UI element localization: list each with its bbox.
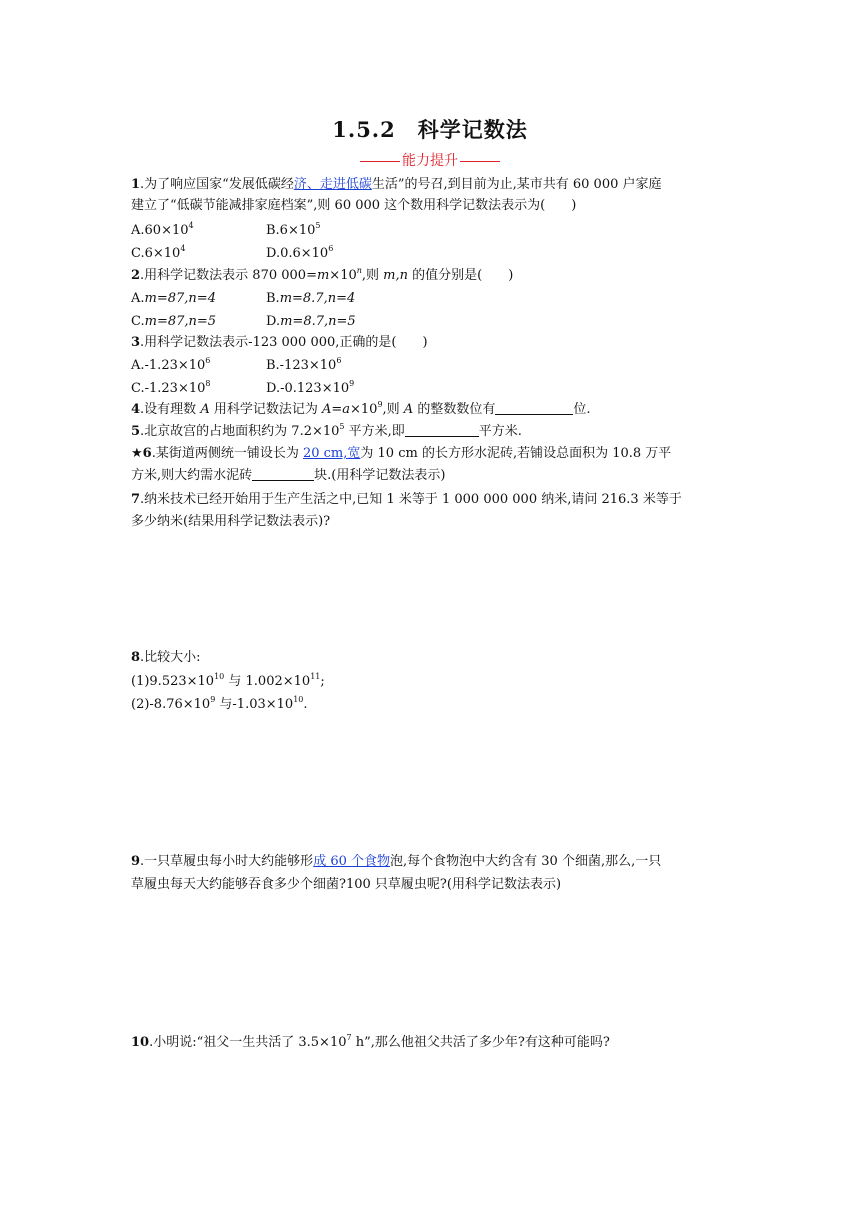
option-a[interactable]: $A.-1.23\times 10^6$ xyxy=(131,356,211,373)
subtitle-text: 能力提升 xyxy=(402,153,458,169)
question-number: 1 xyxy=(131,177,141,192)
question-number: 8 xyxy=(131,650,141,665)
question-7: 7.纳米技术已经开始用于生产生活之中,已知 1 米等于 1 000 000 000 纳米,请问 216.3 米等于 xyxy=(131,492,682,507)
question-7-line-2: 多少纳米(结果用科学记数法表示)? xyxy=(131,514,331,529)
question-number: 10 xyxy=(131,1035,150,1050)
option-d[interactable]: $D.0.6\times 10^6$ xyxy=(266,244,334,261)
question-8: 8.比较大小: xyxy=(131,650,201,665)
question-6: ★6.某街道两侧统一铺设长为 20 cm,宽为 10 cm 的长方形水泥砖,若铺设总面积为 10.8 万平 xyxy=(131,446,672,461)
question-number: 4 xyxy=(131,402,141,417)
section-subtitle xyxy=(0,150,860,170)
option-a[interactable]: $A.60\times 10^4$ xyxy=(131,221,194,238)
option-b[interactable]: $B.6\times 10^5$ xyxy=(266,221,321,238)
question-9-line-2: 草履虫每天大约能够吞食多少个细菌?100 只草履虫呢?(用科学记数法表示) xyxy=(131,877,562,892)
question-number: 5 xyxy=(131,424,141,439)
page-title: 1.5.2 科学记数法 xyxy=(332,117,528,142)
question-number: 7 xyxy=(131,492,141,507)
star-icon: ★ xyxy=(131,446,143,461)
answer-blank[interactable] xyxy=(495,402,573,415)
question-4: 4.设有理数 A 用科学记数法记为 $A=a\times 10^9$,则 A 的整数数位有 位. xyxy=(131,400,591,417)
question-number: 3 xyxy=(131,335,141,350)
question-number: 9 xyxy=(131,854,141,869)
question-10: 10.小明说:“祖父一生共活了 $3.5\times 10^7$ h”,那么他祖父共活了多少年?有这种可能吗? xyxy=(131,1033,610,1050)
option-c[interactable]: C.m=87,n=5 xyxy=(131,314,217,329)
question-3: 3.用科学记数法表示-123 000 000,正确的是( ) xyxy=(131,335,428,350)
option-d[interactable]: $D.-0.123\times 10^9$ xyxy=(266,379,355,396)
question-2: 2.用科学记数法表示 870 $000=m\times 10^n$,则 m,n 的值分别是( ) xyxy=(131,266,514,283)
option-b[interactable]: B.m=8.7,n=4 xyxy=(266,291,356,306)
answer-blank[interactable] xyxy=(405,424,479,437)
option-c[interactable]: $C.6\times 10^4$ xyxy=(131,244,186,261)
question-text: 生活”的号召,到目前为止,某市共有 60 000 户家庭 xyxy=(371,177,662,192)
option-c[interactable]: $C.-1.23\times 10^8$ xyxy=(131,379,211,396)
text-link[interactable]: 济、走进低碳 xyxy=(293,177,372,192)
subtitle-rule-right xyxy=(460,161,500,162)
question-number: 6 xyxy=(142,446,152,461)
question-9: 9.一只草履虫每小时大约能够形成 60 个食物泡,每个食物泡中大约含有 30 个细菌,那么,一只 xyxy=(131,854,662,869)
answer-blank[interactable] xyxy=(252,468,314,481)
question-5: 5.北京故宫的占地面积约为 $7.2\times 10^5$ 平方米,即 平方米. xyxy=(131,422,522,439)
question-1 xyxy=(131,176,662,194)
option-d[interactable]: D.m=8.7,n=5 xyxy=(266,314,356,329)
question-6-line-2: 方米,则大约需水泥砖 块.(用科学记数法表示) xyxy=(131,468,446,483)
question-number: 2 xyxy=(131,268,141,283)
question-1-line-2: 建立了“低碳节能减排家庭档案”,则 60 000 这个数用科学记数法表示为( ) xyxy=(131,198,577,213)
text-link[interactable]: 20 cm,宽 xyxy=(302,446,361,461)
question-8-part-1: $(1)9.523\times 10^{10}$ 与 $1.002\times 10^{11}$; xyxy=(131,672,325,689)
question-text: .为了响应国家“发展低碳经 xyxy=(140,177,294,192)
option-b[interactable]: $B.-123\times 10^6$ xyxy=(266,356,342,373)
option-a[interactable]: A.m=87,n=4 xyxy=(131,291,216,306)
text-link[interactable]: 成 60 个食物 xyxy=(313,854,390,869)
question-8-part-2: $(2)-8.76\times 10^9$ 与$-1.03\times 10^{10}$. xyxy=(131,695,308,712)
subtitle-rule-left xyxy=(360,161,400,162)
